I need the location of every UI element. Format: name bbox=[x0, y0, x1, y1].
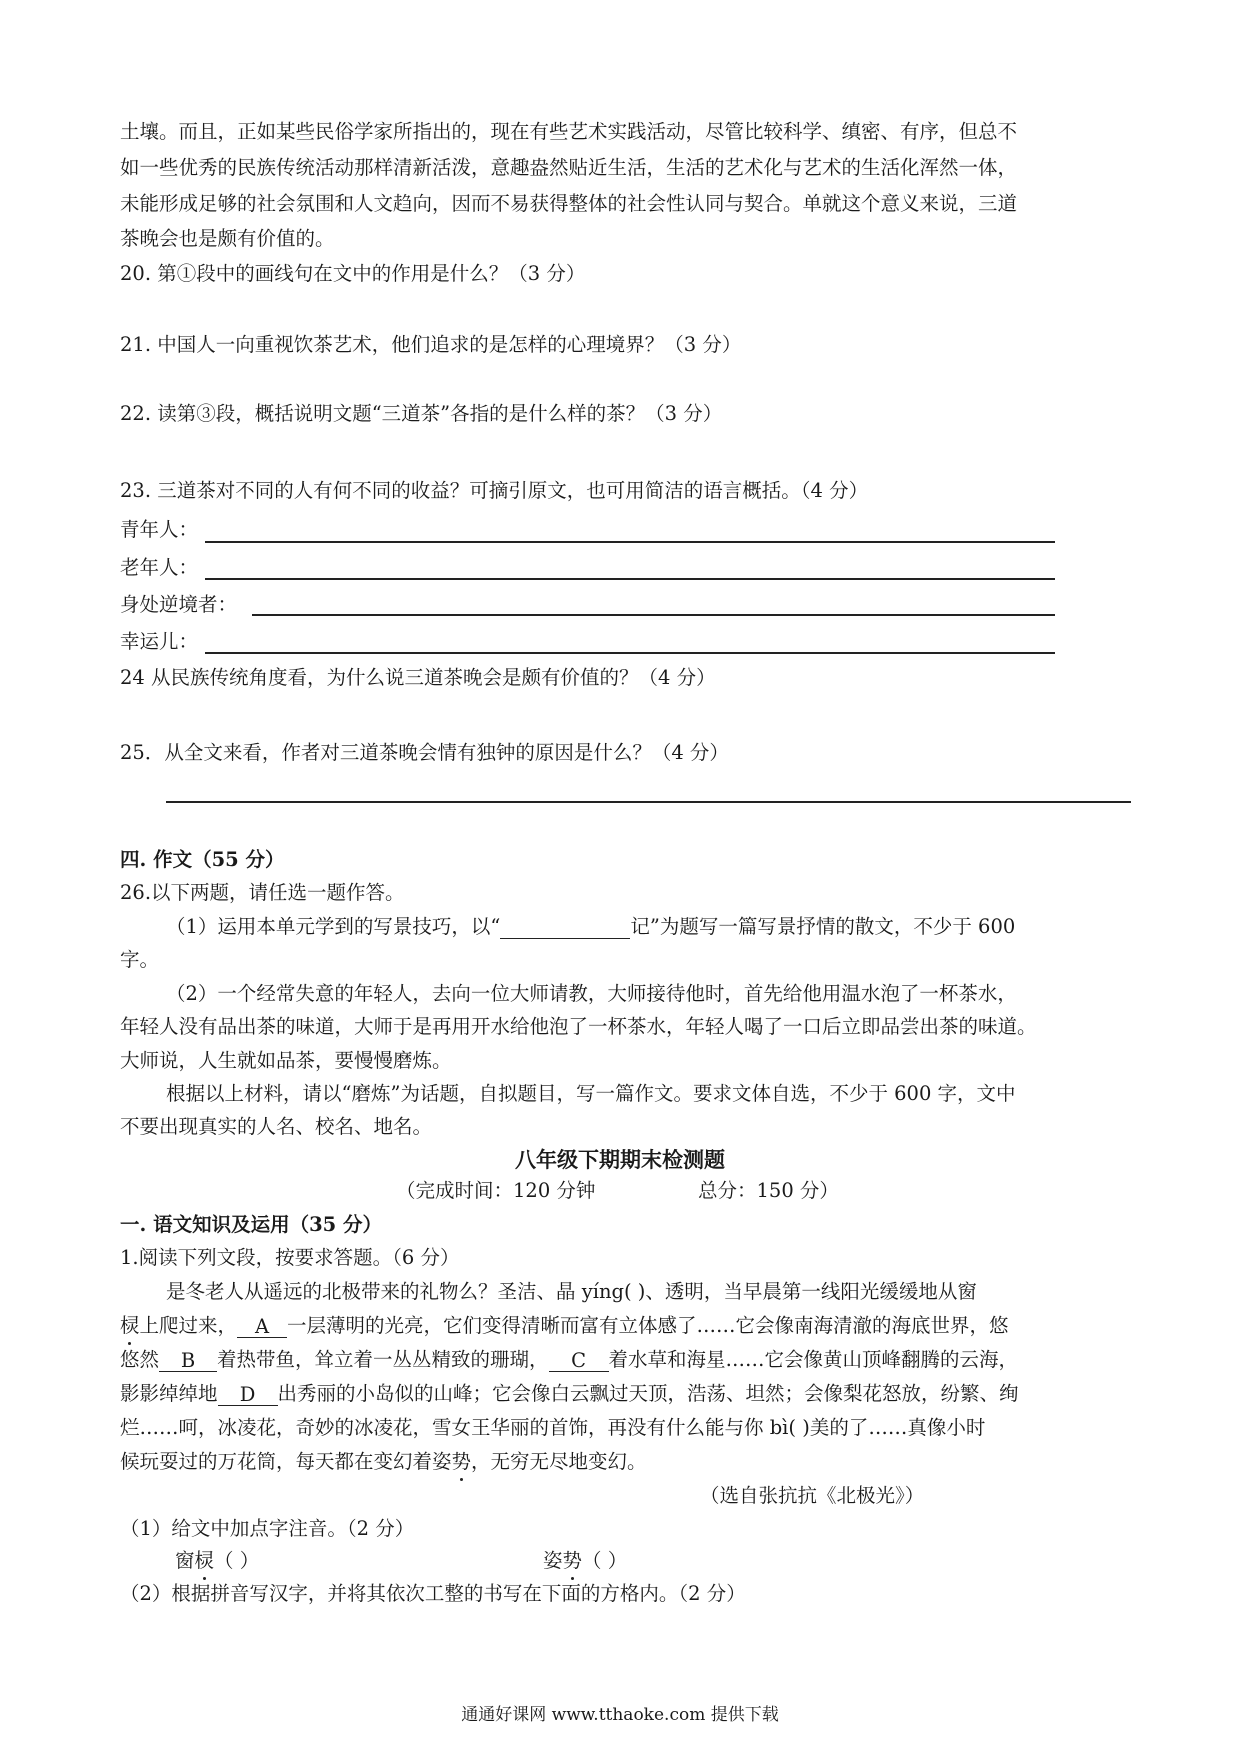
reading-text: 一层薄明的光亮，它们变得清晰而富有立体感了……它会像南海清澈的海底世界，悠 bbox=[287, 1314, 1009, 1337]
q26-requirement-line: 不要出现真实的人名、校名、地名。 bbox=[120, 1115, 433, 1138]
section-heading-knowledge: 一. 语文知识及运用（35 分） bbox=[120, 1213, 383, 1236]
answer-line[interactable] bbox=[205, 578, 1055, 580]
answer-label-elderly: 老年人： bbox=[120, 556, 199, 579]
q26-option-1-end: 记”为题写一篇写景抒情的散文，不少于 600 bbox=[630, 915, 1016, 938]
answer-line[interactable] bbox=[205, 652, 1055, 654]
blank-a[interactable]: A bbox=[237, 1315, 287, 1338]
question-25: 25．从全文来看，作者对三道茶晚会情有独钟的原因是什么？（4 分） bbox=[120, 741, 729, 764]
item-text: 姿 bbox=[543, 1549, 563, 1572]
sub-question-2: （2）根据拼音写汉字，并将其依次工整的书写在下面的方格内。（2 分） bbox=[120, 1582, 746, 1605]
question-21: 21. 中国人一向重视饮茶艺术，他们追求的是怎样的心理境界？（3 分） bbox=[120, 333, 742, 356]
question-24: 24 从民族传统角度看，为什么说三道茶晚会是颇有价值的？（4 分） bbox=[120, 666, 716, 689]
q26-option-1-cont: 字。 bbox=[120, 948, 160, 971]
answer-label-adversity: 身处逆境者： bbox=[120, 593, 238, 616]
dotted-char: 势 bbox=[451, 1450, 472, 1473]
pinyin-answer-box[interactable]: （ ） bbox=[582, 1549, 628, 1572]
question-1: 1.阅读下列文段，按要求答题。（6 分） bbox=[120, 1246, 460, 1269]
dotted-char: 势 bbox=[562, 1549, 583, 1572]
reading-line bbox=[120, 1314, 1009, 1338]
answer-line[interactable] bbox=[252, 614, 1055, 616]
reading-line bbox=[120, 1450, 647, 1474]
passage-line: 茶晚会也是颇有价值的。 bbox=[120, 227, 335, 250]
reading-text: 影影绰绰地 bbox=[120, 1382, 218, 1405]
reading-line: 烂……呵，冰凌花，奇妙的冰凌花，雪女王华丽的首饰，再没有什么能与你 bì( )美的了……真像小时 bbox=[120, 1416, 986, 1439]
question-22: 22. 读第③段，概括说明文题“三道茶”各指的是什么样的茶？（3 分） bbox=[120, 402, 723, 425]
q26-option-1 bbox=[166, 915, 1015, 939]
reading-line: 是冬老人从遥远的北极带来的礼物么？圣洁、晶 yíng( )、透明，当早晨第一线阳光缓缓地从窗 bbox=[166, 1280, 977, 1303]
pinyin-item-1 bbox=[175, 1549, 259, 1573]
blank-b[interactable]: B bbox=[159, 1349, 217, 1372]
q26-option-2-line: 大师说，人生就如品茶，要慢慢磨炼。 bbox=[120, 1049, 452, 1072]
question-26: 26.以下两题，请任选一题作答。 bbox=[120, 881, 405, 904]
question-23: 23. 三道茶对不同的人有何不同的收益？可摘引原文，也可用简洁的语言概括。（4 分） bbox=[120, 479, 869, 502]
reading-text: ，无穷无尽地变幻。 bbox=[471, 1450, 647, 1473]
answer-label-youth: 青年人： bbox=[120, 518, 199, 541]
dotted-char: 棂 bbox=[194, 1549, 215, 1572]
question-20: 20. 第①段中的画线句在文中的作用是什么？（3 分） bbox=[120, 262, 586, 285]
reading-text: 着水草和海星……它会像黄山顶峰翻腾的云海， bbox=[608, 1348, 1019, 1371]
reading-line bbox=[120, 1382, 1019, 1406]
exam-title: 八年级下期期末检测题 bbox=[515, 1147, 725, 1172]
passage-line: 土壤。而且，正如某些民俗学家所指出的，现在有些艺术实践活动，尽管比较科学、缜密、有序，但总不 bbox=[120, 120, 1018, 143]
q26-option-2-line: （2）一个经常失意的年轻人，去向一位大师请教，大师接待他时，首先给他用温水泡了一杯茶水， bbox=[166, 982, 1017, 1005]
q26-option-2-line: 年轻人没有品出茶的味道，大师于是再用开水给他泡了一杯茶水，年轻人喝了一口后立即品尝出茶的味道。 bbox=[120, 1015, 1037, 1038]
page-footer: 通通好课网 www.tthaoke.com 提供下载 bbox=[461, 1705, 779, 1725]
pinyin-item-2 bbox=[543, 1549, 627, 1573]
answer-label-lucky: 幸运儿： bbox=[120, 630, 199, 653]
dotted-char: 棂 bbox=[120, 1314, 140, 1337]
sub-question-1: （1）给文中加点字注音。（2 分） bbox=[120, 1517, 415, 1540]
reading-text: 候玩耍过的万花筒，每天都在变幻着姿 bbox=[120, 1450, 452, 1473]
pinyin-answer-box[interactable]: （ ） bbox=[214, 1549, 260, 1572]
section-heading-composition: 四. 作文（55 分） bbox=[120, 848, 285, 871]
item-text: 窗 bbox=[175, 1549, 195, 1572]
answer-line[interactable] bbox=[166, 801, 1131, 803]
reading-text: 悠然 bbox=[120, 1348, 160, 1371]
exam-time: （完成时间：120 分钟 bbox=[396, 1179, 596, 1202]
q26-option-1-start: （1）运用本单元学到的写景技巧，以“ bbox=[166, 915, 501, 938]
reading-text: 出秀丽的小岛似的山峰；它会像白云飘过天顶，浩荡、坦然；会像梨花怒放，纷繁、绚 bbox=[277, 1382, 1019, 1405]
exam-total: 总分：150 分） bbox=[698, 1179, 839, 1202]
blank-c[interactable]: C bbox=[549, 1349, 609, 1372]
passage-line: 未能形成足够的社会氛围和人文趋向，因而不易获得整体的社会性认同与契合。单就这个意义来说，三道 bbox=[120, 192, 1018, 215]
title-blank[interactable] bbox=[500, 916, 630, 939]
q26-requirement-line: 根据以上材料，请以“磨炼”为话题，自拟题目，写一篇作文。要求文体自选，不少于 600 字，文中 bbox=[166, 1082, 1016, 1105]
reading-text: 上爬过来， bbox=[139, 1314, 238, 1337]
blank-d[interactable]: D bbox=[218, 1383, 278, 1406]
reading-line bbox=[120, 1348, 1018, 1372]
reading-text: 着热带鱼，耸立着一丛丛精致的珊瑚， bbox=[217, 1348, 549, 1371]
passage-line: 如一些优秀的民族传统活动那样清新活泼，意趣盎然贴近生活，生活的艺术化与艺术的生活化浑然一体， bbox=[120, 156, 1018, 179]
answer-line[interactable] bbox=[205, 541, 1055, 543]
source-citation: （选自张抗抗《北极光》） bbox=[700, 1484, 925, 1507]
